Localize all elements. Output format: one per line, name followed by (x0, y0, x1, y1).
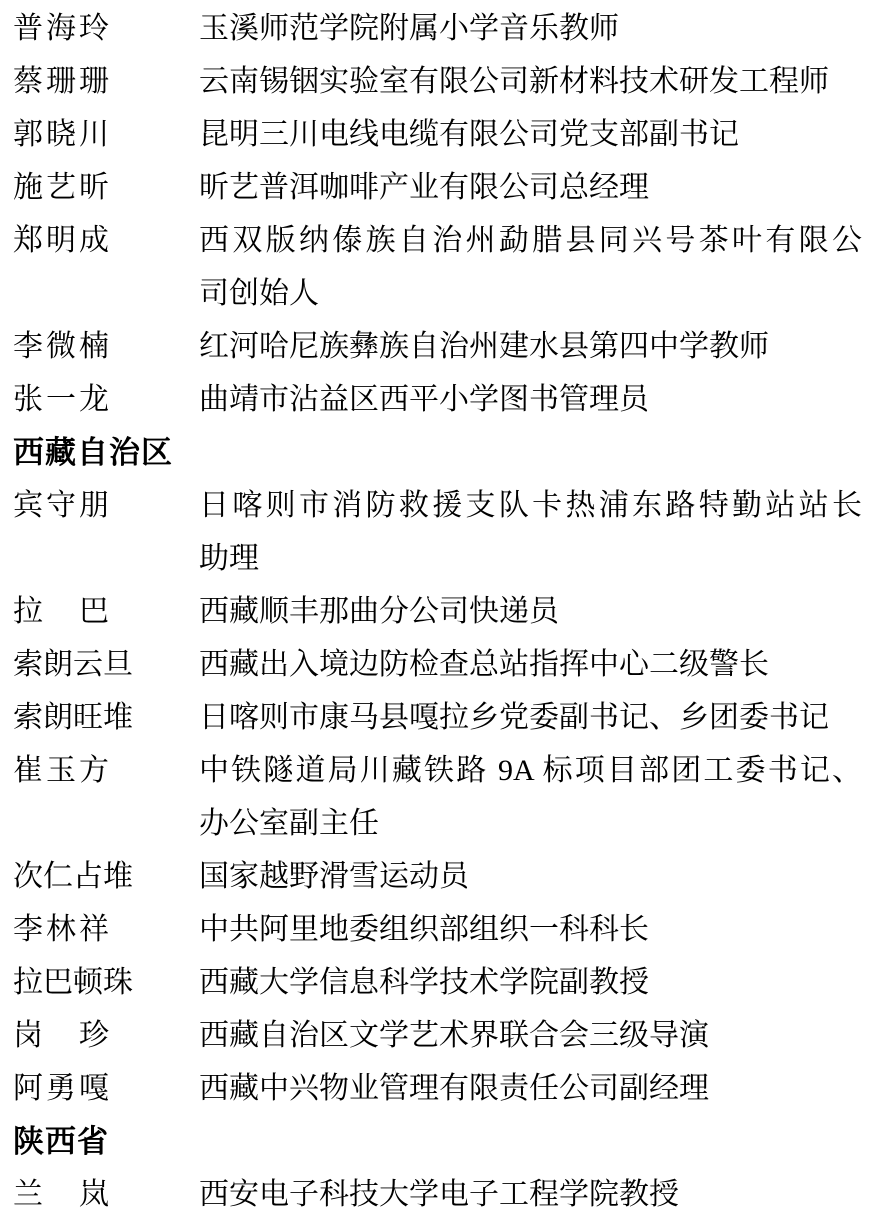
section-header: 陕西省 (13, 1124, 109, 1159)
person-title (199, 320, 862, 373)
person-title-line: 昕艺普洱咖啡产业有限公司总经理 (199, 171, 649, 204)
person-title (199, 55, 862, 108)
roster-entry (13, 2, 862, 55)
roster-entry (13, 638, 862, 691)
person-name: 蔡珊珊 (13, 65, 112, 98)
roster-entry (13, 956, 862, 1009)
roster (13, 2, 862, 1221)
person-title-line: 昆明三川电线电缆有限公司党支部副书记 (199, 118, 739, 151)
person-title (199, 903, 862, 956)
person-title (199, 638, 862, 691)
section-header: 西藏自治区 (13, 435, 173, 470)
roster-entry (13, 691, 862, 744)
person-title (199, 2, 862, 55)
roster-entry (13, 320, 862, 373)
person-title (199, 479, 862, 585)
roster-entry (13, 161, 862, 214)
roster-entry (13, 1009, 862, 1062)
person-title-line: 西藏中兴物业管理有限责任公司副经理 (199, 1072, 709, 1105)
person-name: 阿勇嘎 (13, 1072, 112, 1105)
person-name: 普海玲 (13, 12, 112, 45)
person-title (199, 691, 862, 744)
person-name: 岗 珍 (13, 1019, 112, 1052)
person-title-line: 红河哈尼族彝族自治州建水县第四中学教师 (199, 330, 769, 363)
person-title-line: 西藏自治区文学艺术界联合会三级导演 (199, 1019, 709, 1052)
person-name: 索朗旺堆 (13, 701, 133, 734)
person-title-line: 西双版纳傣族自治州勐腊县同兴号茶叶有限公 (199, 224, 862, 257)
person-title (199, 1168, 862, 1221)
person-title (199, 161, 862, 214)
person-name: 次仁占堆 (13, 860, 133, 893)
person-title-line: 西安电子科技大学电子工程学院教授 (199, 1178, 679, 1211)
person-title (199, 108, 862, 161)
person-name: 索朗云旦 (13, 648, 133, 681)
roster-entry (13, 744, 862, 850)
person-name: 郭晓川 (13, 118, 112, 151)
person-title (199, 214, 862, 320)
person-name: 施艺昕 (13, 171, 112, 204)
person-title-line: 办公室副主任 (199, 807, 379, 840)
roster-entry (13, 214, 862, 320)
person-title-line: 玉溪师范学院附属小学音乐教师 (199, 12, 619, 45)
person-title (199, 744, 862, 850)
person-title-line: 曲靖市沾益区西平小学图书管理员 (199, 383, 649, 416)
person-title-line: 日喀则市消防救援支队卡热浦东路特勤站站长 (199, 489, 862, 522)
person-title (199, 585, 862, 638)
roster-entry (13, 479, 862, 585)
person-title-line: 日喀则市康马县嘎拉乡党委副书记、乡团委书记 (199, 701, 829, 734)
person-name: 崔玉方 (13, 754, 112, 787)
person-title-line: 司创始人 (199, 277, 319, 310)
person-name: 宾守朋 (13, 489, 112, 522)
person-title-line: 助理 (199, 542, 259, 575)
person-title-line: 西藏出入境边防检查总站指挥中心二级警长 (199, 648, 769, 681)
person-title (199, 1062, 862, 1115)
person-title-line: 国家越野滑雪运动员 (199, 860, 469, 893)
person-name: 李微楠 (13, 330, 112, 363)
person-title-line: 西藏大学信息科学技术学院副教授 (199, 966, 649, 999)
person-name: 李林祥 (13, 913, 112, 946)
person-title (199, 956, 862, 1009)
roster-entry (13, 903, 862, 956)
person-name: 拉巴顿珠 (13, 966, 133, 999)
person-title-line: 云南锡铟实验室有限公司新材料技术研发工程师 (199, 65, 829, 98)
roster-entry (13, 1168, 862, 1221)
roster-entry (13, 850, 862, 903)
person-title (199, 1009, 862, 1062)
person-name: 兰 岚 (13, 1178, 112, 1211)
person-title-line: 中铁隧道局川藏铁路 9A 标项目部团工委书记、 (199, 754, 862, 787)
person-title (199, 850, 862, 903)
roster-entry (13, 585, 862, 638)
roster-entry (13, 55, 862, 108)
person-title-line: 西藏顺丰那曲分公司快递员 (199, 595, 559, 628)
person-title-line: 中共阿里地委组织部组织一科科长 (199, 913, 649, 946)
person-title (199, 373, 862, 426)
person-name: 郑明成 (13, 224, 112, 257)
roster-entry (13, 108, 862, 161)
person-name: 拉 巴 (13, 595, 112, 628)
roster-entry (13, 373, 862, 426)
roster-entry (13, 1062, 862, 1115)
person-name: 张一龙 (13, 383, 112, 416)
